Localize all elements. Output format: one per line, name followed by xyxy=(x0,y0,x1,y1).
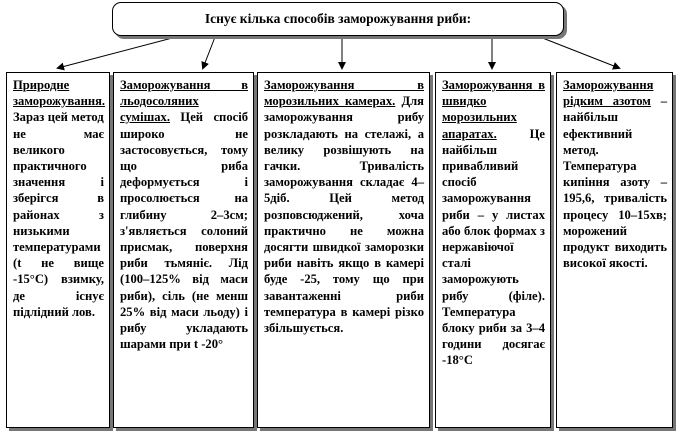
method-heading: Заморожування в льодосоляних сумішах. xyxy=(120,78,248,125)
method-column-liquid-nitrogen xyxy=(556,72,673,428)
method-column-ice-salt xyxy=(113,72,254,428)
method-description: Зараз цей метод не має великого практичного значення і зберігся в районах з низькими температурами (t не вище -15°С) взимку, де існує підлідний лов. xyxy=(13,110,104,319)
arrow-to-column-1 xyxy=(58,37,176,68)
method-heading: Заморожування в морозильних камерах. xyxy=(264,78,424,109)
method-description: – найбільш ефективний метод. Температура кипіння азоту – 195,6, тривалість процесу 10–15хв; морожений продукт виходить високої якості. xyxy=(563,94,667,271)
method-column-quick-freezers xyxy=(435,72,551,428)
method-heading: Заморожування рідким азотом xyxy=(563,78,654,109)
method-heading: Природне заморожування. xyxy=(13,78,106,109)
method-description: Цей спосіб широко не застосовується, тому що риба деформується і просолюється на глибину 2–3см; з'являється солоний присмак, поверхня риби тьмяніє. Лід (100–125% від маси риби), сіль (не менш 25% від маси льоду) і рибу укладають шарами при t -20° xyxy=(120,110,248,352)
diagram-title: Існує кілька способів заморожування риби: xyxy=(204,11,472,26)
diagram-title-box xyxy=(112,2,564,36)
arrow-to-column-5 xyxy=(540,37,619,68)
method-column-freezer-chambers xyxy=(257,72,430,428)
method-description: Для заморожування рибу розкладають на стелажі, а велику розвішують на гачки. Тривалість заморожування складає 4–5діб. Цей метод розповсюджений, хоча практично не можна досягти швидкої заморозки риби навіть якщо в камері буде -25, тому що при завантаженні риби температура в камері різко збільшується. xyxy=(264,94,424,336)
arrow-to-column-2 xyxy=(203,37,215,68)
method-description: Це найбільш привабливий спосіб заморожування риби – у листах або блок формах з нержавіючої сталі заморожують рибу (філе). Температура блоку риби за 3–4 години досягає -18°С xyxy=(442,126,545,368)
method-heading: Заморожування в швидко морозильних апаратах. xyxy=(442,78,545,141)
method-column-natural xyxy=(6,72,110,428)
